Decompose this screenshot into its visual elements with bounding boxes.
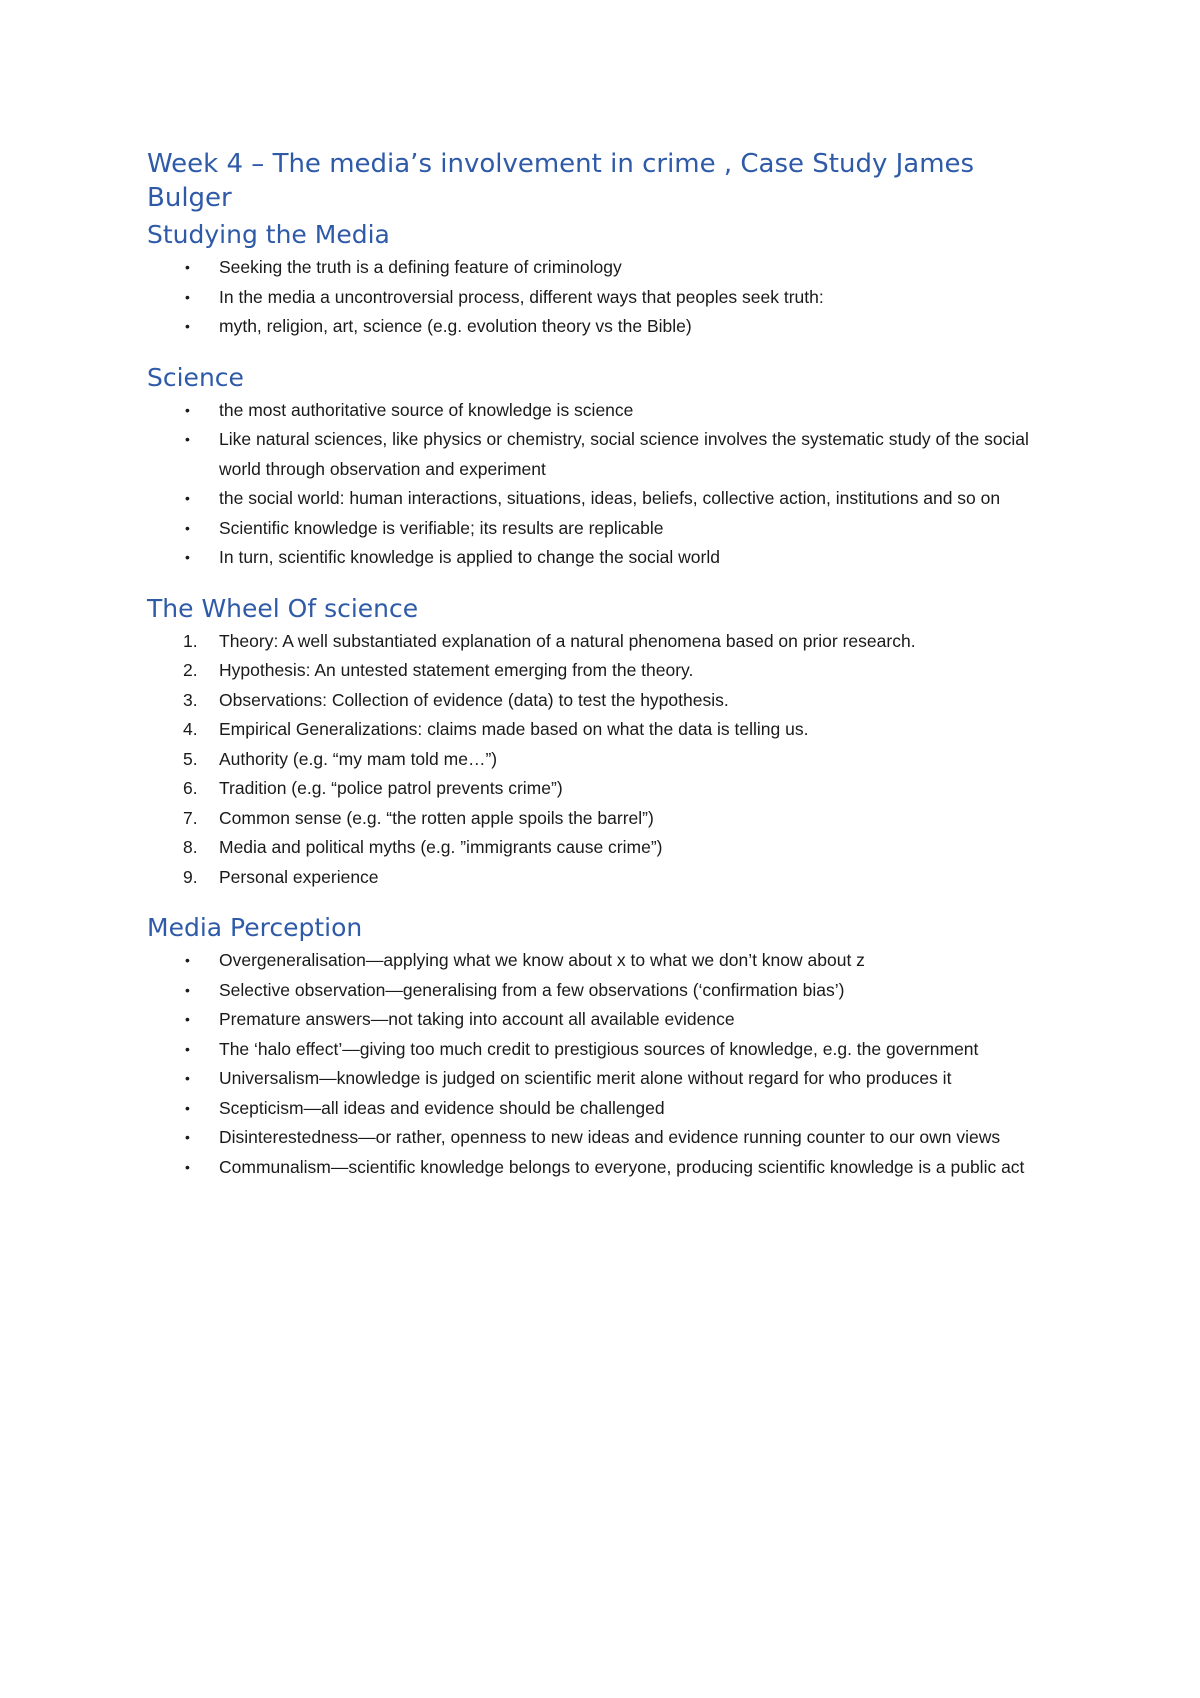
list-number: 8. [183,837,198,857]
bullet-icon: • [185,1011,190,1027]
bullet-icon: • [185,1040,190,1057]
list-number: 6. [183,778,198,798]
list-item-text: Scepticism—all ideas and evidence should be challenged [219,1097,665,1118]
list-item [147,484,1060,514]
list-item-text: Authority (e.g. “my mam told me…”) [219,748,498,769]
list-item-text: myth, religion, art, science (e.g. evolution theory vs the Bible) [219,316,692,336]
list-item [147,1035,1060,1065]
list-item [147,745,1060,775]
list-item [147,543,1060,573]
list-item-text: Overgeneralisation—applying what we know about x to what we don’t know about z [219,950,865,970]
section [147,219,1060,342]
list-item-text: Common sense (e.g. “the rotten apple spoils the barrel”) [219,807,654,828]
section-heading: Science [147,362,244,392]
list-number: 3. [183,689,198,710]
list-item [147,976,1060,1006]
list-item-text: Observations: Collection of evidence (data) to test the hypothesis. [219,689,729,710]
list-item [147,396,1060,426]
bullet-icon: • [185,549,190,565]
list-item-text: the most authoritative source of knowledge is science [219,399,634,420]
bullet-icon: • [185,981,190,998]
list-item-text: Seeking the truth is a defining feature of criminology [219,257,622,277]
list-item [147,283,1060,313]
section [147,362,1060,573]
list-item-text: The ‘halo effect’—giving too much credit to prestigious sources of knowledge, e.g. the government [219,1038,979,1059]
bullet-icon: • [185,1129,190,1145]
list-item [147,656,1060,686]
bullet-icon: • [185,431,190,447]
bullet-icon: • [185,1099,190,1116]
list-number: 1. [183,630,198,651]
document-title: Week 4 – The media’s involvement in crime , Case Study James Bulger [147,149,975,213]
list-item-text: Hypothesis: An untested statement emerging from the theory. [219,660,694,680]
list-item-text: Theory: A well substantiated explanation of a natural phenomena based on prior research. [219,630,916,651]
list-item [147,1005,1060,1035]
bullet-icon: • [185,1070,190,1086]
bullet-icon: • [185,318,190,334]
numbered-list [147,627,1060,893]
list-item-text: Tradition (e.g. “police patrol prevents crime”) [219,778,563,798]
list-item [147,833,1060,863]
bullet-list [147,253,1060,342]
document-body [147,219,1060,1182]
list-item [147,627,1060,657]
list-item-text: Empirical Generalizations: claims made based on what the data is telling us. [219,719,809,739]
list-item-text: Communalism—scientific knowledge belongs to everyone, producing scientific knowledge is a public act [219,1156,1025,1177]
list-item [147,715,1060,745]
list-item-text: Like natural sciences, like physics or chemistry, social science involves the systematic study of the social world through observation and experiment [219,429,1029,479]
list-item [147,1153,1060,1183]
list-item-text: In the media a uncontroversial process, different ways that peoples seek truth: [219,286,824,307]
list-number: 4. [183,719,198,739]
list-item-text: Media and political myths (e.g. ”immigrants cause crime”) [219,837,663,857]
bullet-list [147,946,1060,1182]
bullet-icon: • [185,1158,190,1175]
bullet-icon: • [185,259,190,275]
list-item-text: the social world: human interactions, situations, ideas, beliefs, collective action, institutions and so on [219,488,1001,508]
section-heading: The Wheel Of science [147,593,419,623]
bullet-list [147,396,1060,573]
list-item-text: Scientific knowledge is verifiable; its results are replicable [219,517,664,538]
section-heading: Media Perception [147,913,363,942]
section [147,593,1060,893]
list-item-text: Selective observation—generalising from a few observations (‘confirmation bias’) [219,979,845,1000]
bullet-icon: • [185,952,190,968]
list-item [147,686,1060,716]
bullet-icon: • [185,490,190,506]
list-item [147,804,1060,834]
list-item [147,425,1060,484]
list-item [147,946,1060,976]
list-item-text: Premature answers—not taking into account all available evidence [219,1009,735,1029]
list-number: 9. [183,866,198,887]
list-item [147,1064,1060,1094]
list-item-text: Universalism—knowledge is judged on scientific merit alone without regard for who produces it [219,1068,952,1088]
list-item [147,1123,1060,1153]
list-item-text: Disinterestedness—or rather, openness to new ideas and evidence running counter to our own views [219,1127,1001,1147]
list-number: 2. [183,660,198,680]
list-item-text: Personal experience [219,866,379,887]
list-item [147,312,1060,342]
bullet-icon: • [185,401,190,418]
list-item [147,863,1060,893]
list-number: 7. [183,807,198,828]
list-item [147,774,1060,804]
bullet-icon: • [185,288,190,305]
list-item [147,253,1060,283]
bullet-icon: • [185,519,190,536]
section [147,912,1060,1182]
list-item-text: In turn, scientific knowledge is applied to change the social world [219,547,720,567]
list-item [147,1094,1060,1124]
list-item [147,514,1060,544]
section-heading: Studying the Media [147,220,390,249]
list-number: 5. [183,748,198,769]
